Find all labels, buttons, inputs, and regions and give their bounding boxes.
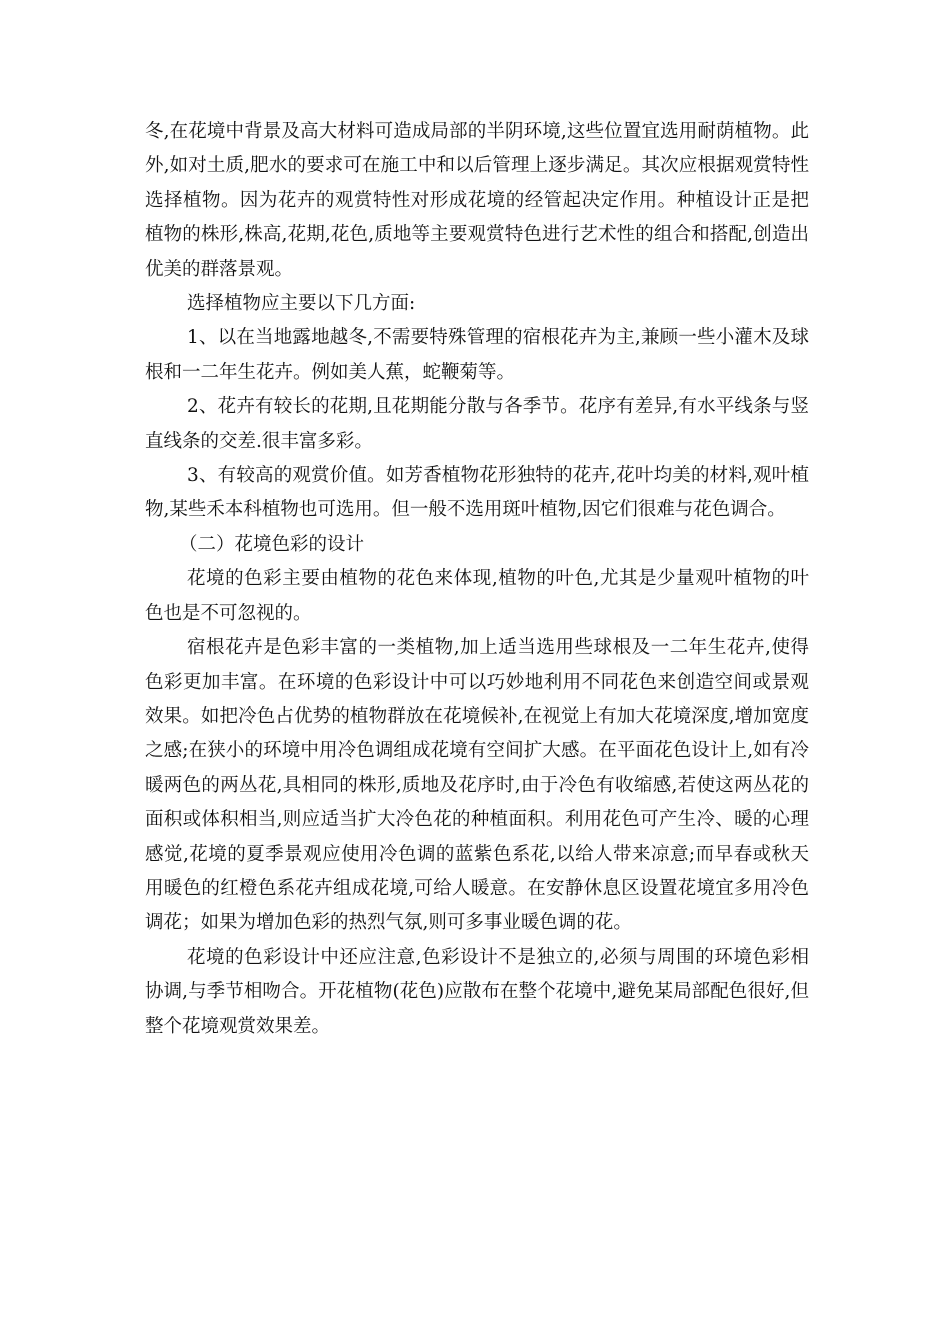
paragraph-point-3: 3、有较高的观赏价值。如芳香植物花形独特的花卉,花叶均美的材料,观叶植物,某些禾本科植物也可选用。但一般不选用斑叶植物,因它们很难与花色调合。 (145, 465, 809, 521)
paragraph-color-notes: 花境的色彩设计中还应注意,色彩设计不是独立的,必须与周围的环境色彩相协调,与季节相吻合。开花植物(花色)应散布在整个花境中,避免某局部配色很好,但整个花境观赏效果差。 (145, 946, 809, 1037)
paragraph-selection-intro: 选择植物应主要以下几方面: (187, 293, 416, 315)
paragraph-point-2: 2、花卉有较长的花期,且花期能分散与各季节。花序有差异,有水平线条与竖直线条的交差.很丰富多彩。 (145, 396, 809, 452)
paragraph-point-1: 1、以在当地露地越冬,不需要特殊管理的宿根花卉为主,兼顾一些小灌木及球根和一二年生花卉。例如美人蕉，蛇鞭菊等。 (145, 327, 809, 383)
section-heading-color-design: （二）花境色彩的设计 (179, 533, 365, 555)
paragraph-color-intro: 花境的色彩主要由植物的花色来体现,植物的叶色,尤其是少量观叶植物的叶色也是不可忽视的。 (145, 568, 809, 624)
paragraph-color-details: 宿根花卉是色彩丰富的一类植物,加上适当选用些球根及一二年生花卉,使得色彩更加丰富。在环境的色彩设计中可以巧妙地利用不同花色来创造空间或景观效果。如把冷色占优势的植物群放在花境候补,在视觉上有加大花境深度,增加宽度之感;在狭小的环境中用冷色调组成花境有空间扩大感。在平面花色设计上,如有冷暖两色的两丛花,具相同的株形,质地及花序时,由于冷色有收缩感,若使这两丛花的面积或体积相当,则应适当扩大冷色花的种植面积。利用花色可产生冷、暖的心理感觉,花境的夏季景观应使用冷色调的蓝紫色系花,以给人带来凉意;而早春或秋天用暖色的红橙色系花卉组成花境,可给人暖意。在安静休息区设置花境宜多用冷色调花；如果为增加色彩的热烈气氛,则可多事业暖色调的花。 (145, 637, 809, 934)
paragraph-continuation: 冬,在花境中背景及高大材料可造成局部的半阴环境,这些位置宜选用耐荫植物。此外,如对土质,肥水的要求可在施工中和以后管理上逐步满足。其次应根据观赏特性选择植物。因为花卉的观赏特性对形成花境的经管起决定作用。种植设计正是把植物的株形,株高,花期,花色,质地等主要观赏特色进行艺术性的组合和搭配,创造出优美的群落景观。 (145, 121, 809, 280)
document-body (145, 115, 809, 1044)
